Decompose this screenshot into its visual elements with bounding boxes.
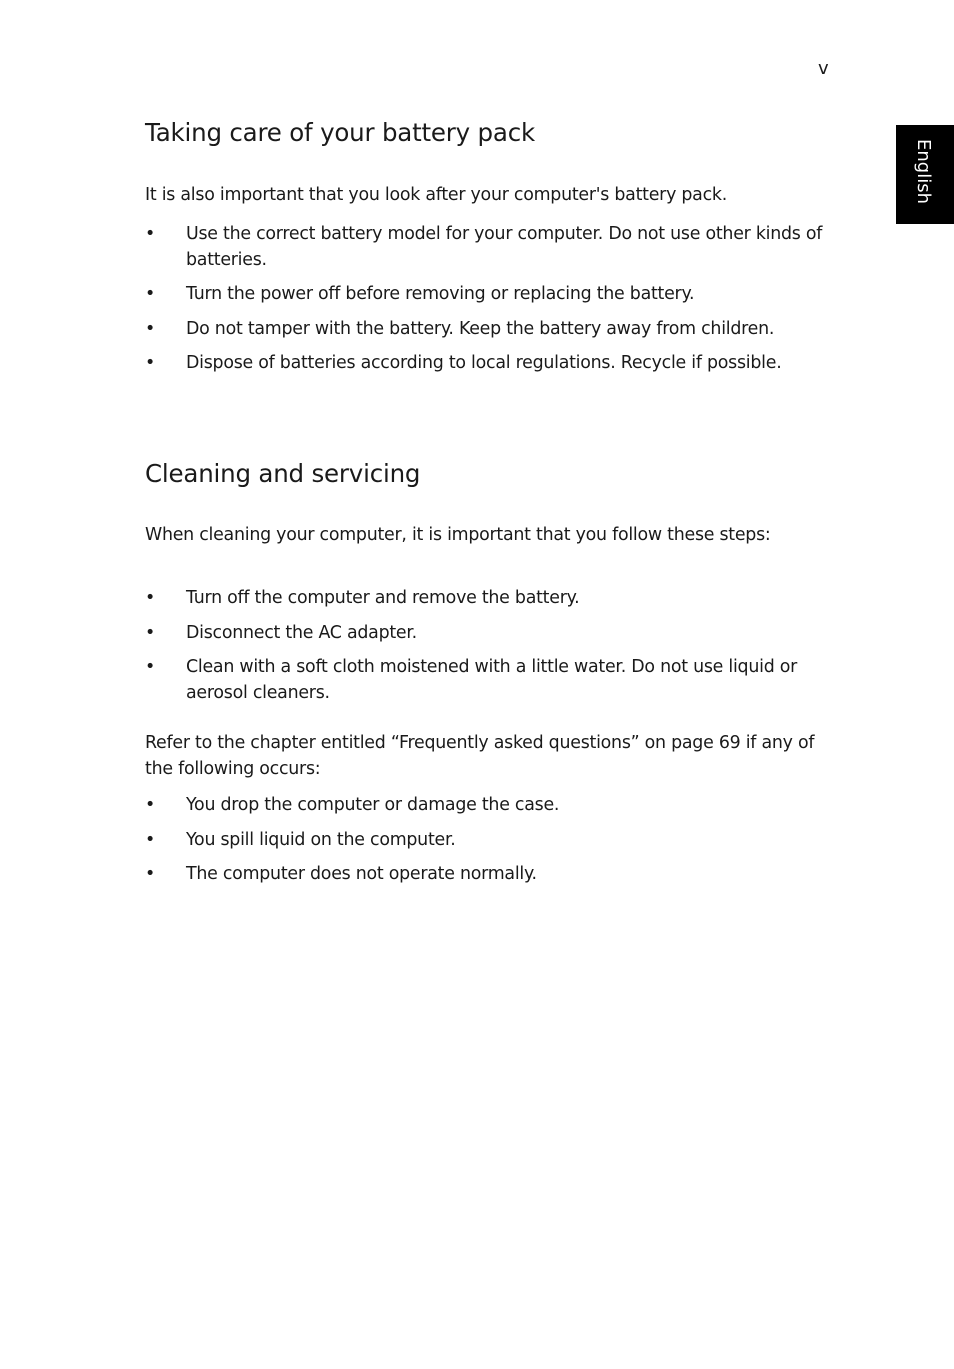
cleaning-list (145, 586, 835, 706)
battery-intro: It is also important that you look after your computer's battery pack. (145, 185, 727, 205)
language-tab (896, 125, 954, 224)
cleaning-intro: When cleaning your computer, it is important that you follow these steps: (145, 525, 771, 545)
list-item: • You spill liquid on the computer. (145, 828, 835, 854)
section-title-cleaning: Cleaning and servicing (145, 459, 421, 488)
list-item: • Do not tamper with the battery. Keep the battery away from children. (145, 317, 835, 343)
list-item: • Turn off the computer and remove the battery. (145, 586, 835, 612)
page-number: v (818, 58, 829, 79)
list-item: • Clean with a soft cloth moistened with a little water. Do not use liquid or aerosol cleaners. (145, 655, 835, 706)
list-item: • The computer does not operate normally. (145, 862, 835, 888)
section-title-battery: Taking care of your battery pack (145, 118, 535, 147)
list-item: • Dispose of batteries according to local regulations. Recycle if possible. (145, 351, 835, 377)
list-item: • Disconnect the AC adapter. (145, 621, 835, 647)
refer-list (145, 793, 835, 888)
list-item: • You drop the computer or damage the case. (145, 793, 835, 819)
list-item: • Turn the power off before removing or replacing the battery. (145, 282, 835, 308)
language-tab-label: English (913, 139, 934, 204)
battery-list (145, 222, 835, 377)
refer-paragraph: Refer to the chapter entitled “Frequently asked questions” on page 69 if any of the following occurs: (145, 733, 815, 779)
list-item: • Use the correct battery model for your computer. Do not use other kinds of batteries. (145, 222, 835, 273)
